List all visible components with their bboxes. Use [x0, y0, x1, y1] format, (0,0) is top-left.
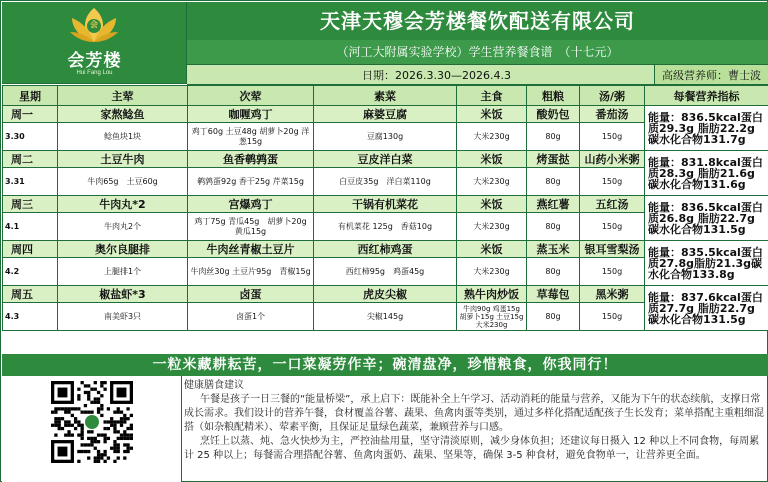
second-meat-ingredients: 鹌鹑蛋92g 香干25g 芹菜15g — [188, 168, 314, 196]
second-meat-dish: 鱼香鹌鹑蛋 — [188, 151, 314, 168]
main-meat-ingredients: 牛肉丸2个 — [58, 213, 188, 241]
soup-dish: 五红汤 — [580, 196, 645, 213]
slogan-banner: 一粒米藏耕耘苦，一口菜凝劳作辛；碗清盘净，珍惜粮食，你我同行！ — [2, 354, 768, 376]
staple-dish: 熟牛肉炒饭 — [457, 286, 527, 303]
grain-dish: 酸奶包 — [527, 106, 580, 123]
soup-ingredients: 150g — [580, 213, 645, 241]
table-row — [3, 241, 768, 258]
main-meat-dish: 牛肉丸*2 — [58, 196, 188, 213]
date-cell: 4.2 — [3, 258, 58, 286]
nutrition-cell: 能量：836.5kcal蛋白质29.3g 脂肪22.2g碳水化合物131.7g — [645, 106, 768, 151]
nutrition-cell: 能量：835.5kcal蛋白质27.8g脂肪21.3g碳水化合物133.8g — [645, 241, 768, 286]
table-row — [3, 106, 768, 123]
logo-badge: 会 — [90, 20, 98, 29]
grain-dish: 蒸玉米 — [527, 241, 580, 258]
vegetable-ingredients: 白豆皮35g 洋白菜110g — [314, 168, 457, 196]
table-row — [3, 151, 768, 168]
main-meat-dish: 奥尔良腿排 — [58, 241, 188, 258]
main-meat-ingredients: 鲶鱼块1块 — [58, 123, 188, 151]
second-meat-dish: 牛肉丝青椒土豆片 — [188, 241, 314, 258]
second-meat-ingredients: 鸡丁75g 青瓜45g 胡萝卜20g 黄瓜15g — [188, 213, 314, 241]
date-cell: 4.3 — [3, 303, 58, 331]
logo-text: 会芳楼 — [67, 51, 122, 71]
weekday-cell: 周一 — [3, 106, 58, 123]
soup-dish: 黑米粥 — [580, 286, 645, 303]
header-second-meat: 次荤 — [188, 86, 314, 106]
staple-ingredients: 大米230g — [457, 213, 527, 241]
vegetable-ingredients: 西红柿95g 鸡蛋45g — [314, 258, 457, 286]
company-title: 天津天穆会芳楼餐饮配送有限公司 — [187, 2, 768, 40]
grain-ingredients: 80g — [527, 303, 580, 331]
main-meat-dish: 椒盐虾*3 — [58, 286, 188, 303]
header-soup: 汤/粥 — [580, 86, 645, 106]
grain-ingredients: 80g — [527, 123, 580, 151]
header-nutrition: 每餐营养指标 — [645, 86, 768, 106]
diet-advice — [184, 379, 764, 479]
staple-ingredients: 大米230g — [457, 168, 527, 196]
soup-dish: 番茄汤 — [580, 106, 645, 123]
date-cell: 4.1 — [3, 213, 58, 241]
soup-ingredients: 150g — [580, 258, 645, 286]
grain-ingredients: 80g — [527, 168, 580, 196]
weekday-cell: 周二 — [3, 151, 58, 168]
staple-ingredients: 大米230g — [457, 123, 527, 151]
grain-ingredients: 80g — [527, 213, 580, 241]
logo-subtext: Hui Fang Lou — [76, 70, 113, 76]
weekday-cell: 周四 — [3, 241, 58, 258]
second-meat-dish: 宫爆鸡丁 — [188, 196, 314, 213]
soup-ingredients: 150g — [580, 123, 645, 151]
table-row — [3, 196, 768, 213]
weekday-cell: 周三 — [3, 196, 58, 213]
qr-code-icon — [51, 381, 133, 463]
second-meat-ingredients: 鸡丁60g 土豆48g 胡萝卜20g 洋葱15g — [188, 123, 314, 151]
date-cell: 3.31 — [3, 168, 58, 196]
vegetable-ingredients: 尖椒145g — [314, 303, 457, 331]
advice-paragraph: 午餐是孩子一日三餐的“能量桥梁”，承上启下：既能补全上午学习、活动消耗的能量与营养，又能为下午的状态续航，支撑日常成长需求。我们设计的营养午餐，食材覆盖谷薯、蔬果、鱼禽肉蛋等类别，通过多样化搭配适配孩子生长发育；菜单搭配主重粗细混搭（如杂粮配精米）、荤素平衡，且保证足量绿色蔬菜，兼顾营养与口感。 — [184, 394, 764, 433]
vegetable-ingredients: 有机菜花 125g 香菇10g — [314, 213, 457, 241]
second-meat-dish: 咖喱鸡丁 — [188, 106, 314, 123]
staple-dish: 米饭 — [457, 196, 527, 213]
main-meat-dish: 土豆牛肉 — [58, 151, 188, 168]
main-meat-ingredients: 南美虾3只 — [58, 303, 188, 331]
main-meat-ingredients: 上腿排1个 — [58, 258, 188, 286]
staple-ingredients: 大米230g — [457, 258, 527, 286]
vegetable-dish: 虎皮尖椒 — [314, 286, 457, 303]
soup-dish: 银耳雪梨汤 — [580, 241, 645, 258]
grain-dish: 烤蛋挞 — [527, 151, 580, 168]
vegetable-ingredients: 豆腐130g — [314, 123, 457, 151]
qr-code-panel — [2, 376, 182, 482]
table-header-row — [3, 86, 768, 106]
menu-subtitle: （河工大附属实验学校）学生营养餐食谱 （十七元） — [187, 40, 768, 64]
nutrition-cell: 能量：831.8kcal蛋白质28.3g 脂肪21.6g碳水化合物131.6g — [645, 151, 768, 196]
grain-dish: 草莓包 — [527, 286, 580, 303]
staple-dish: 米饭 — [457, 106, 527, 123]
header-staple: 主食 — [457, 86, 527, 106]
vegetable-dish: 豆皮洋白菜 — [314, 151, 457, 168]
menu-table — [2, 85, 768, 331]
nutritionist-label: 高级营养师：曹士波 — [654, 65, 768, 84]
header-main-meat: 主荤 — [58, 86, 188, 106]
staple-ingredients: 牛肉90g 鸡蛋15g 胡萝卜15g 土豆15g 大米230g — [457, 303, 527, 331]
header-weekday: 星期 — [3, 86, 58, 106]
nutrition-cell: 能量：837.6kcal蛋白质27.7g 脂肪22.7g碳水化合物131.5g — [645, 286, 768, 331]
vegetable-dish: 干锅有机菜花 — [314, 196, 457, 213]
second-meat-ingredients: 牛肉丝30g 土豆片95g 青椒15g — [188, 258, 314, 286]
date-cell: 3.30 — [3, 123, 58, 151]
company-logo — [2, 2, 187, 84]
soup-dish: 山药小米粥 — [580, 151, 645, 168]
grain-ingredients: 80g — [527, 258, 580, 286]
main-meat-ingredients: 牛肉65g 土豆60g — [58, 168, 188, 196]
header-coarse-grain: 粗粮 — [527, 86, 580, 106]
table-row — [3, 286, 768, 303]
advice-paragraph: 烹饪上以蒸、炖、急火快炒为主，严控油盐用量，坚守清淡原则，减少身体负担；还建议每日摄入 12 种以上不同食物，每周累计 25 种以上；每餐需合理搭配谷薯、鱼禽肉蛋奶、蔬果、坚果等，确保 3-5 种食材，避免食物单一，让营养更全面。 — [184, 436, 760, 461]
soup-ingredients: 150g — [580, 303, 645, 331]
main-meat-dish: 家熬鲶鱼 — [58, 106, 188, 123]
nutrition-cell: 能量：836.5kcal蛋白质26.8g 脂肪22.7g碳水化合物131.5g — [645, 196, 768, 241]
grain-dish: 燕红薯 — [527, 196, 580, 213]
vegetable-dish: 西红柿鸡蛋 — [314, 241, 457, 258]
date-row — [187, 64, 768, 85]
advice-title: 健康膳食建议 — [184, 380, 244, 391]
vegetable-dish: 麻婆豆腐 — [314, 106, 457, 123]
header-vegetable: 素菜 — [314, 86, 457, 106]
date-range: 日期：2026.3.30—2026.4.3 — [362, 69, 511, 82]
second-meat-dish: 卤蛋 — [188, 286, 314, 303]
staple-dish: 米饭 — [457, 241, 527, 258]
second-meat-ingredients: 卤蛋1个 — [188, 303, 314, 331]
staple-dish: 米饭 — [457, 151, 527, 168]
soup-ingredients: 150g — [580, 168, 645, 196]
weekday-cell: 周五 — [3, 286, 58, 303]
